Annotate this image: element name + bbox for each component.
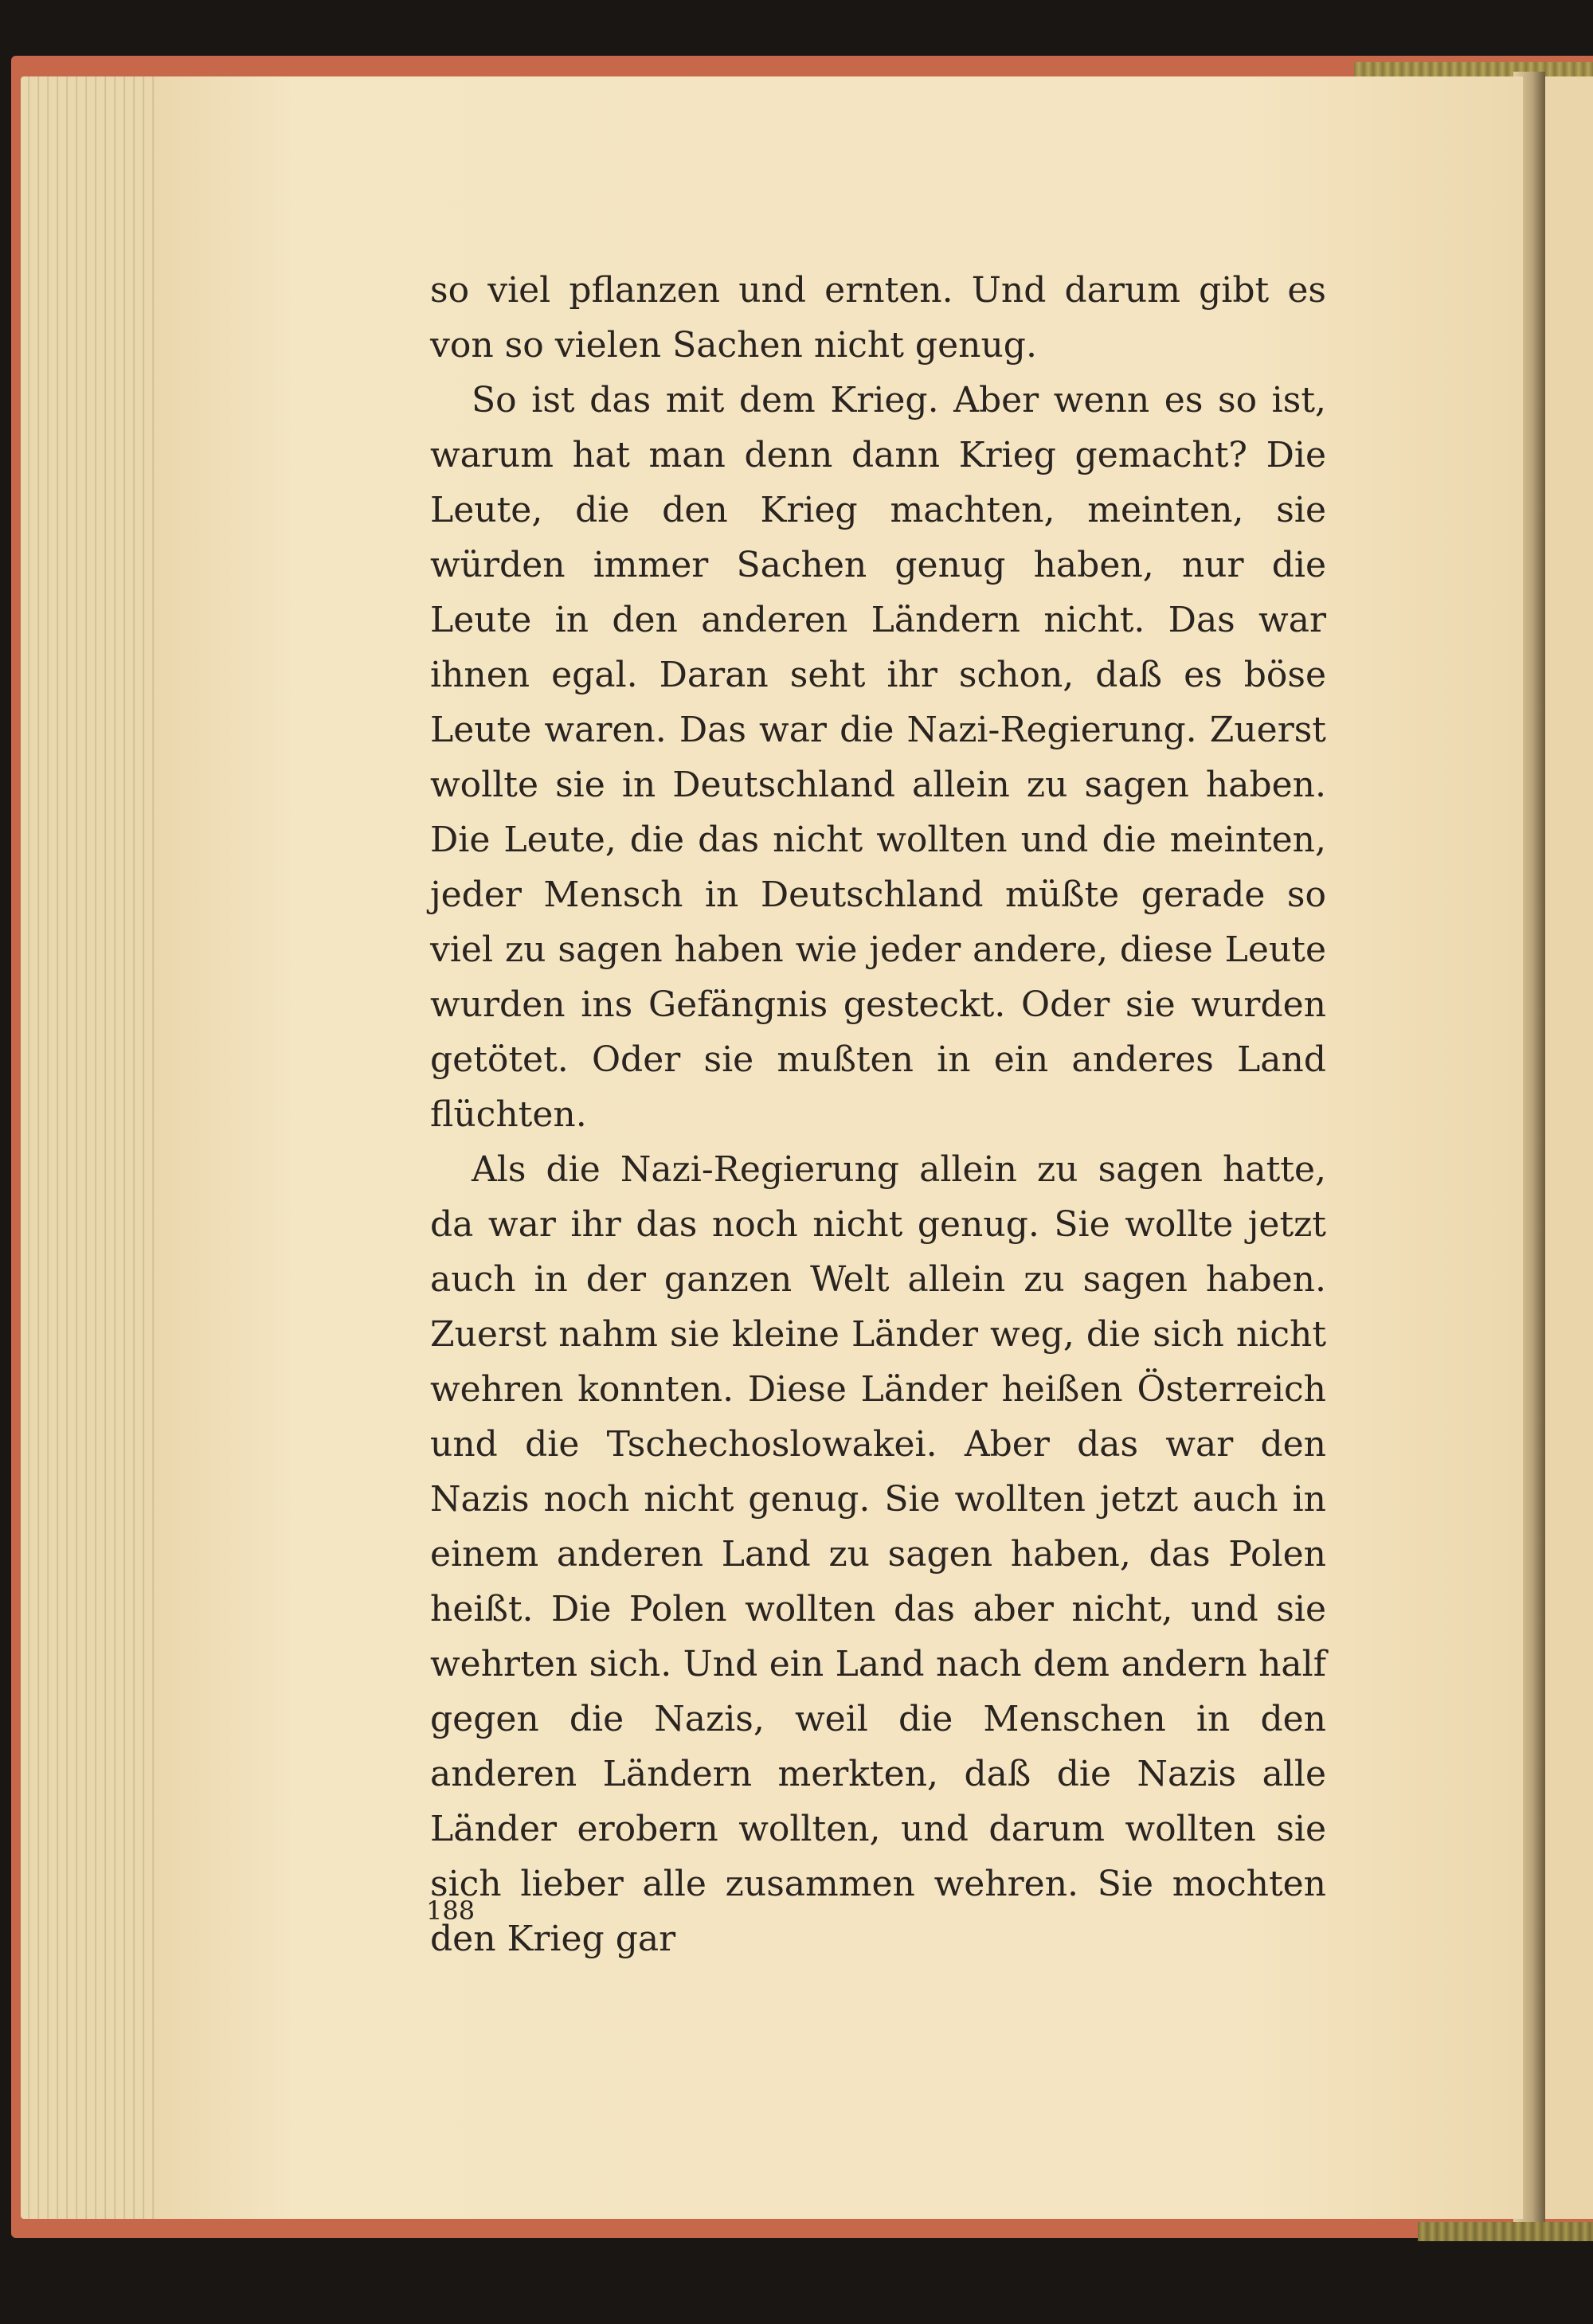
paragraph-1: so viel pflanzen und ernten. Und darum gibt es von so vielen Sachen nicht genug. [430,270,1326,366]
footband [1418,2222,1593,2241]
page-edges [21,76,164,2219]
page-text [430,263,1326,1966]
facing-page [1544,76,1593,2219]
page-number: 188 [426,1896,476,1926]
paragraph-3: Als die Nazi-Regierung allein zu sagen hatte, da war ihr das noch nicht genug. Sie wollte jetzt auch in der ganzen Welt allein zu sagen haben. Zuerst nahm sie kleine Länder weg, die sich nicht wehren konnten. Diese Länder heißen Österreich und die Tschechoslowakei. Aber das war den Nazis noch nicht genug. Sie wollten jetzt auch in einem anderen Land zu sagen haben, das Polen heißt. Die Polen wollten das aber nicht, und sie wehrten sich. Und ein Land nach dem andern half gegen die Nazis, weil die Menschen in den anderen Ländern merkten, daß die Nazis alle Länder erobern wollten, und darum wollten sie sich lieber alle zusammen wehren. Sie mochten den Krieg gar [430,1149,1326,1959]
paragraph-2: So ist das mit dem Krieg. Aber wenn es so ist, warum hat man denn dann Krieg gemacht? Die Leute, die den Krieg machten, meinten, sie würden immer Sachen genug haben, nur die Leute in den anderen Ländern nicht. Das war ihnen egal. Daran seht ihr schon, daß es böse Leute waren. Das war die Nazi-Regierung. Zuerst wollte sie in Deutschland allein zu sagen haben. Die Leute, die das nicht wollten und die meinten, jeder Mensch in Deutschland müßte gerade so viel zu sagen haben wie jeder andere, diese Leute wurden ins Gefängnis gesteckt. Oder sie wurden getötet. Oder sie mußten in ein anderes Land flüchten. [430,380,1326,1135]
